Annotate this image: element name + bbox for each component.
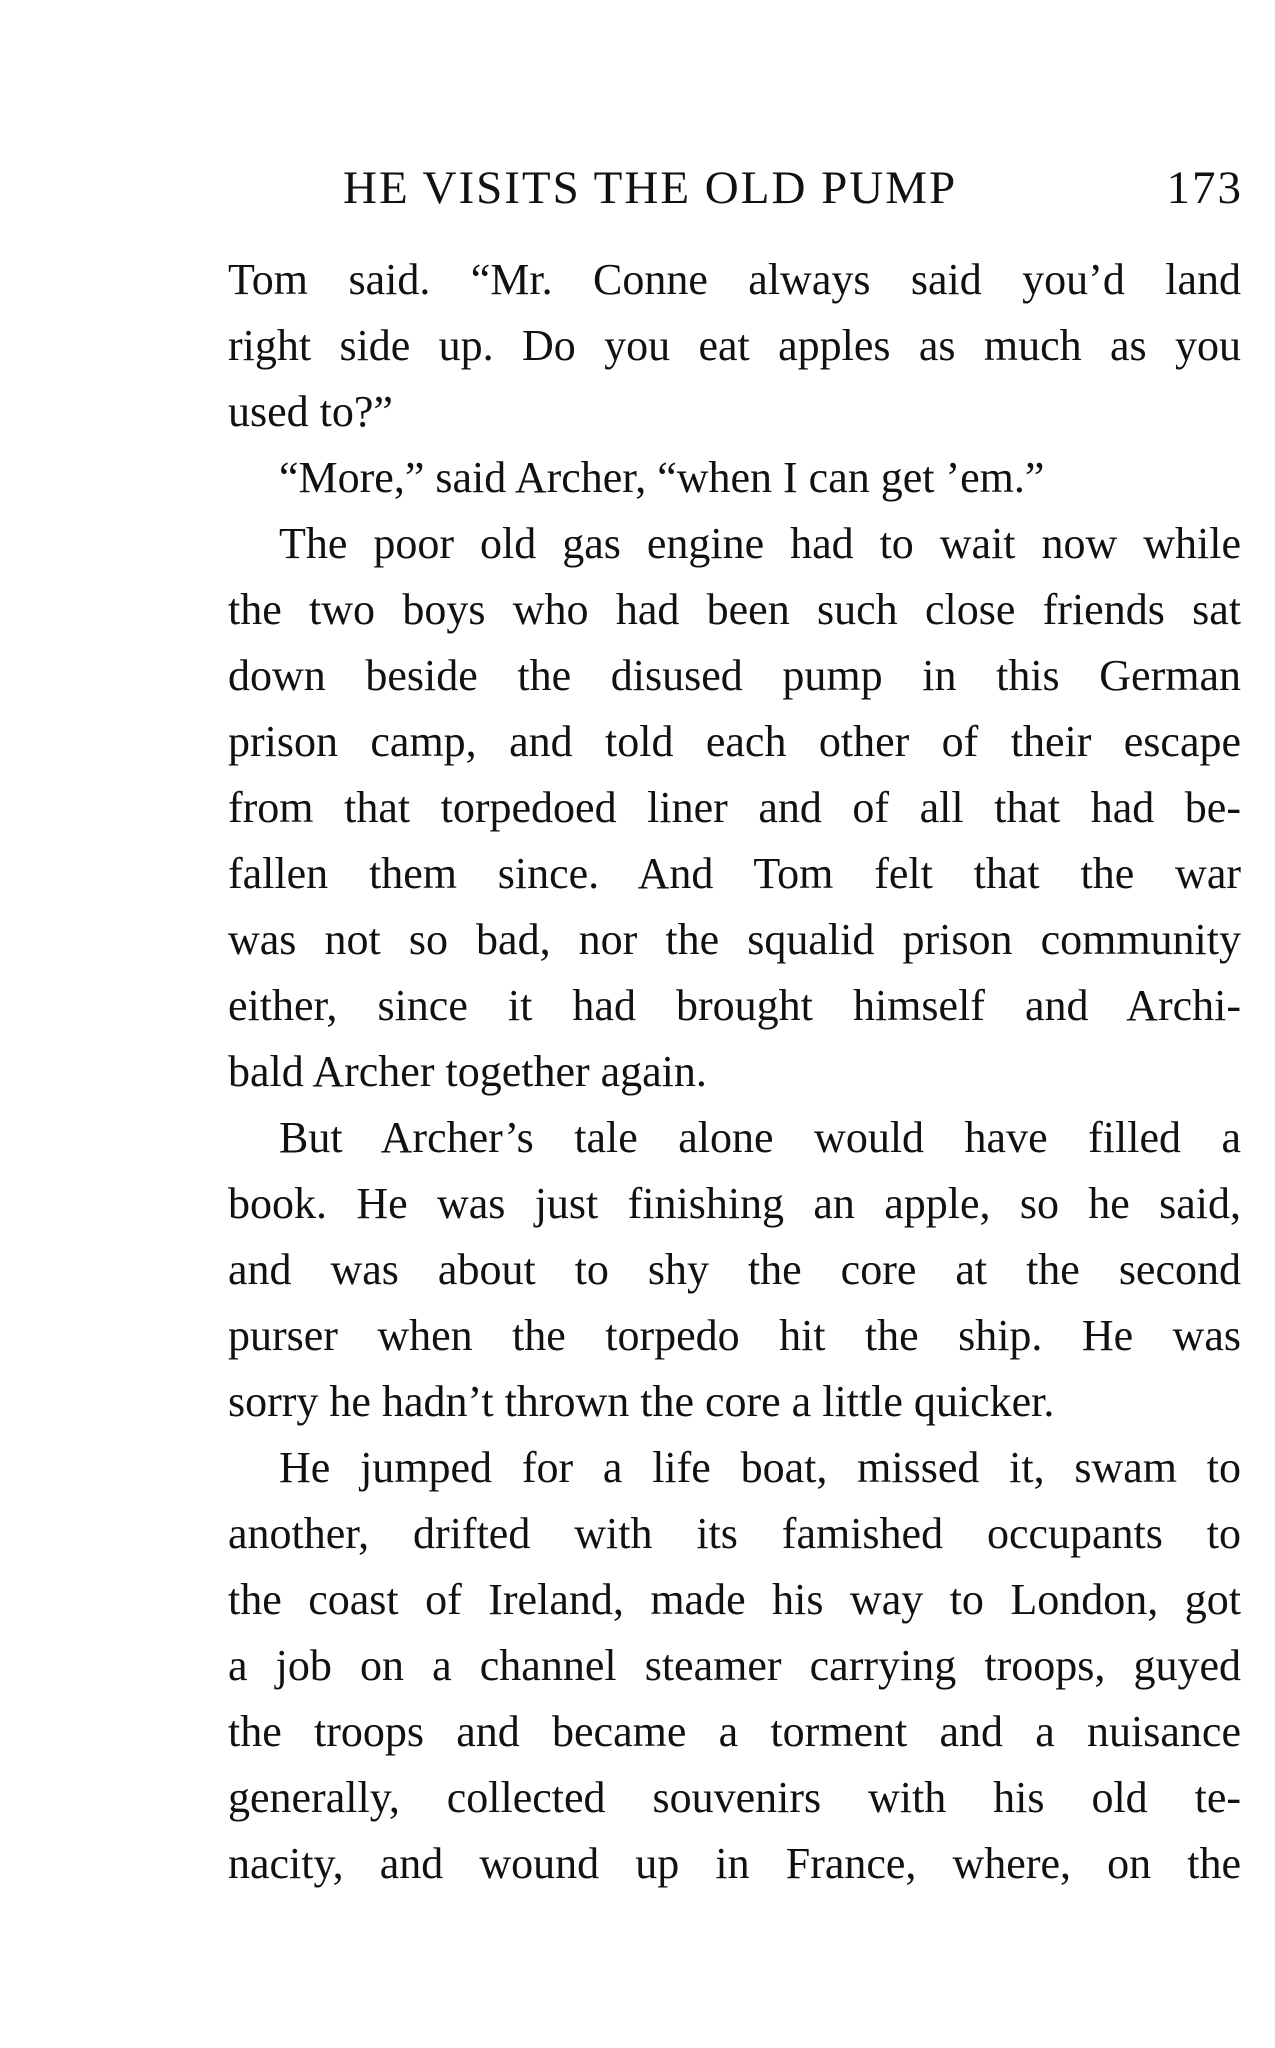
- text-line: from that torpedoed liner and of all that had be-: [228, 783, 1241, 832]
- text-line: But Archer’s tale alone would have filled a: [279, 1113, 1241, 1162]
- text-line: book. He was just finishing an apple, so he said,: [228, 1179, 1241, 1228]
- text-line: the troops and became a torment and a nuisance: [228, 1707, 1241, 1756]
- text-line: either, since it had brought himself and Archi-: [228, 981, 1241, 1030]
- text-line: fallen them since. And Tom felt that the war: [228, 849, 1241, 898]
- text-line: prison camp, and told each other of their escape: [228, 717, 1241, 766]
- text-line: The poor old gas engine had to wait now while: [279, 519, 1241, 568]
- text-line: right side up. Do you eat apples as much as you: [228, 321, 1241, 370]
- text-line: generally, collected souvenirs with his old te-: [228, 1773, 1241, 1822]
- text-line: sorry he hadn’t thrown the core a little quicker.: [228, 1377, 1055, 1426]
- text-line: the coast of Ireland, made his way to London, got: [228, 1575, 1241, 1624]
- page-header: [343, 158, 1243, 218]
- text-line: He jumped for a life boat, missed it, swam to: [279, 1443, 1241, 1492]
- text-line: Tom said. “Mr. Conne always said you’d land: [228, 255, 1241, 304]
- text-line: and was about to shy the core at the second: [228, 1245, 1241, 1294]
- text-line: down beside the disused pump in this German: [228, 651, 1241, 700]
- text-line: bald Archer together again.: [228, 1047, 707, 1096]
- text-line: the two boys who had been such close friends sat: [228, 585, 1241, 634]
- text-line: “More,” said Archer, “when I can get ’em.”: [279, 453, 1045, 502]
- text-line: another, drifted with its famished occupants to: [228, 1509, 1241, 1558]
- text-line: purser when the torpedo hit the ship. He was: [228, 1311, 1241, 1360]
- text-line: a job on a channel steamer carrying troops, guyed: [228, 1641, 1241, 1690]
- text-line: nacity, and wound up in France, where, on the: [228, 1839, 1241, 1888]
- text-line: was not so bad, nor the squalid prison community: [228, 915, 1241, 964]
- body-text: [228, 247, 1241, 1897]
- page-number: 173: [1166, 162, 1243, 214]
- text-line: used to?”: [228, 387, 393, 436]
- running-title: HE VISITS THE OLD PUMP: [343, 162, 958, 214]
